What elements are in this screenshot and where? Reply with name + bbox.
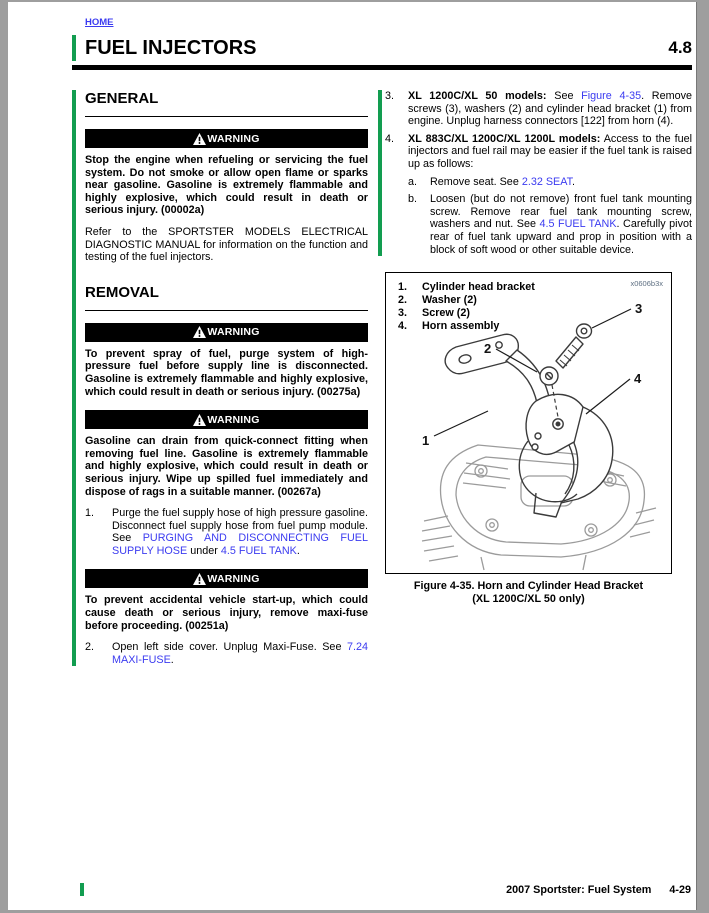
figure-4-35 bbox=[385, 272, 672, 606]
list-item-3 bbox=[385, 90, 692, 128]
home-link[interactable]: HOME bbox=[85, 17, 114, 28]
left-revised-block bbox=[72, 90, 368, 666]
list-number: a. bbox=[408, 175, 418, 188]
figure-caption-line1: Figure 4-35. Horn and Cylinder Head Bracket bbox=[413, 580, 644, 593]
warning-text: To prevent accidental vehicle start-up, which could cause death or serious injury, remove maxi-fuse before proceeding. (00251a) bbox=[85, 594, 368, 632]
figure-legend bbox=[398, 281, 535, 333]
legend-number: 4. bbox=[398, 320, 408, 333]
legend-item bbox=[398, 294, 535, 307]
callout-2: 2 bbox=[484, 341, 492, 357]
figure-caption bbox=[385, 580, 672, 606]
left-column bbox=[72, 90, 368, 666]
legend-number: 1. bbox=[398, 281, 408, 294]
heading-rule bbox=[85, 116, 368, 117]
footer-title: 2007 Sportster: Fuel System bbox=[506, 883, 652, 896]
legend-item bbox=[398, 281, 535, 294]
warning-icon bbox=[193, 414, 206, 426]
figure-code: x0606b3x bbox=[630, 279, 663, 289]
warning-banner bbox=[85, 569, 368, 588]
page-title: FUEL INJECTORS bbox=[85, 36, 257, 59]
warning-text: Gasoline can drain from quick-connect fitting when removing fuel line. Gasoline is extremely flammable and highly explosive, which could result in death or serious injury. Wipe up spilled fuel immediately and dispose of rags in a suitable manner. (00267a) bbox=[85, 435, 368, 498]
figure-frame bbox=[385, 272, 672, 574]
text-segment: . bbox=[170, 653, 174, 666]
section-number: 4.8 bbox=[668, 38, 692, 57]
text-segment: under bbox=[187, 544, 221, 557]
title-rule bbox=[72, 65, 692, 70]
callout-4: 4 bbox=[634, 371, 642, 387]
list-item-4b bbox=[408, 193, 692, 256]
figure-caption-line2: (XL 1200C/XL 50 only) bbox=[472, 593, 585, 606]
list-item-text bbox=[430, 193, 692, 256]
warning-banner bbox=[85, 129, 368, 148]
text-segment: Loosen (but do not remove) front fuel tank mounting screw. Remove rear fuel tank mounting screw, washers and nut. See bbox=[430, 193, 692, 231]
inline-link[interactable]: 7.24 MAXI-FUSE bbox=[112, 641, 368, 666]
list-item-text bbox=[430, 176, 575, 189]
inline-link[interactable]: 2.32 SEAT bbox=[521, 175, 573, 188]
list-number: 4. bbox=[385, 132, 395, 145]
legend-number: 2. bbox=[398, 294, 408, 307]
list-item-1 bbox=[85, 507, 368, 557]
legend-number: 3. bbox=[398, 307, 408, 320]
warning-text: Stop the engine when refueling or servicing the fuel system. Do not smoke or allow open flame or sparks near gasoline. Gasoline is extremely flammable and highly explosive, which could result in death or serious injury. (00002a) bbox=[85, 154, 368, 217]
heading-rule bbox=[85, 310, 368, 311]
text-segment: . Remove screws (3), washers (2) and cylinder head bracket (1) from engine. Unplug harness connectors [122] from horn (4). bbox=[408, 90, 692, 128]
text-segment: Purge the fuel supply hose of high pressure gasoline. Disconnect fuel supply hose from fuel pump module. See bbox=[112, 507, 368, 545]
inline-link[interactable]: 4.5 FUEL TANK bbox=[539, 218, 617, 231]
text-segment: . Carefully pivot rear of fuel tank upward and prop in position with a block of soft wood or other suitable device. bbox=[430, 218, 692, 256]
text-segment: . bbox=[296, 544, 300, 557]
text-segment: Remove seat. See bbox=[430, 175, 522, 188]
text-segment: Access to the fuel injectors and fuel rail may be easier if the fuel tank is raised up as follows: bbox=[408, 132, 692, 170]
revision-mark bbox=[80, 883, 84, 896]
list-item-2 bbox=[85, 641, 368, 666]
footer-page-number: 4-29 bbox=[669, 883, 691, 896]
list-item-text bbox=[112, 507, 368, 557]
list-number: 1. bbox=[85, 507, 95, 520]
list-number: b. bbox=[408, 193, 418, 206]
heading-removal: REMOVAL bbox=[85, 283, 159, 301]
warning-icon bbox=[193, 133, 206, 145]
warning-banner bbox=[85, 410, 368, 429]
warning-label: WARNING bbox=[207, 326, 260, 339]
warning-label: WARNING bbox=[207, 413, 260, 426]
list-item-4 bbox=[385, 133, 692, 171]
text-segment: Open left side cover. Unplug Maxi-Fuse. See bbox=[112, 641, 347, 654]
warning-label: WARNING bbox=[207, 132, 260, 145]
text-segment: XL 883C/XL 1200C/XL 1200L models: bbox=[408, 132, 601, 145]
list-item-4a bbox=[408, 176, 692, 189]
right-column bbox=[378, 90, 692, 606]
page-title-row bbox=[72, 35, 692, 61]
inline-link[interactable]: Figure 4-35 bbox=[581, 90, 642, 102]
legend-label: Horn assembly bbox=[422, 320, 500, 333]
warning-text: To prevent spray of fuel, purge system of high-pressure fuel before supply line is disconnected. Gasoline is extremely flammable and highly explosive, which could result in death or serious injury. (00275a) bbox=[85, 347, 368, 398]
callout-3: 3 bbox=[635, 301, 643, 317]
list-number: 2. bbox=[85, 641, 95, 654]
list-number: 3. bbox=[385, 90, 395, 102]
general-paragraph: Refer to the SPORTSTER MODELS ELECTRICAL DIAGNOSTIC MANUAL for information on the function and testing of the fuel injectors. bbox=[85, 225, 368, 264]
text-segment: See bbox=[546, 90, 582, 102]
page-footer bbox=[72, 883, 691, 896]
manual-page bbox=[8, 2, 697, 910]
legend-label: Screw (2) bbox=[422, 307, 471, 320]
legend-item bbox=[398, 307, 535, 320]
inline-link[interactable]: 4.5 FUEL TANK bbox=[220, 544, 297, 557]
heading-general: GENERAL bbox=[85, 90, 159, 107]
list-item-text bbox=[112, 641, 368, 666]
warning-banner bbox=[85, 323, 368, 342]
list-item-text bbox=[408, 133, 692, 171]
list-item-text bbox=[408, 90, 692, 128]
legend-label: Cylinder head bracket bbox=[422, 281, 535, 294]
warning-label: WARNING bbox=[207, 572, 260, 585]
legend-item bbox=[398, 320, 535, 333]
revision-bar bbox=[72, 35, 76, 61]
warning-icon bbox=[193, 573, 206, 585]
text-segment: . bbox=[572, 175, 576, 188]
warning-icon bbox=[193, 326, 206, 338]
callout-1: 1 bbox=[422, 433, 430, 449]
inline-link[interactable]: PURGING AND DISCONNECTING FUEL SUPPLY HOSE bbox=[112, 532, 368, 557]
right-revised-block bbox=[378, 90, 692, 256]
text-segment: XL 1200C/XL 50 models: bbox=[408, 90, 547, 102]
legend-label: Washer (2) bbox=[422, 294, 477, 307]
